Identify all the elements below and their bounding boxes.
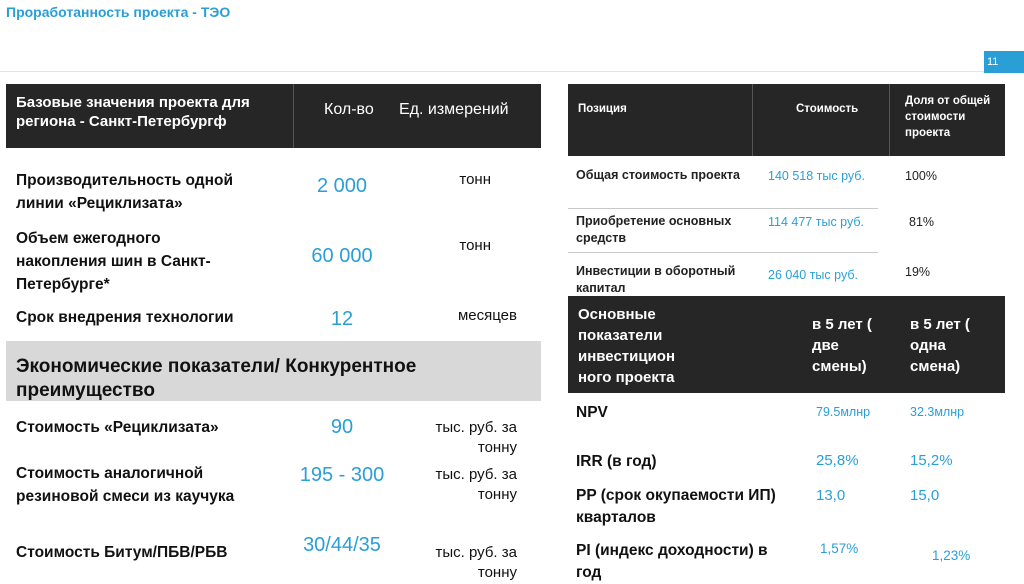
- investment-indicators-header: [568, 296, 1005, 393]
- right-header-position: Позиция: [578, 103, 627, 115]
- investment-header-one-shift: в 5 лет ( одна смена): [910, 316, 970, 375]
- econ-unit-bitumen-cost: тыс. руб. за тонну: [435, 544, 517, 581]
- cost-share-total: 100%: [905, 169, 937, 183]
- row-value-line-capacity: 2 000: [316, 175, 368, 197]
- left-header-quantity: Кол-во: [324, 101, 374, 118]
- left-header-base-values: Базовые значения проекта для региона - Санкт-Петербургф: [16, 94, 250, 130]
- row-unit-line-capacity: тонн: [459, 171, 491, 188]
- investment-header-label: Основные показатели инвестицион ного проекта: [578, 306, 676, 386]
- cost-share-working-capital: 19%: [905, 265, 931, 279]
- cost-value-total: 140 518 тыс руб.: [768, 169, 865, 183]
- investment-header-two-shifts: в 5 лет ( две смены): [812, 316, 872, 375]
- metric-payback-one-shift: 15,0: [910, 487, 940, 504]
- econ-unit-recyclate-cost: тыс. руб. за тонну: [435, 419, 517, 456]
- metric-label-irr: IRR (в год): [576, 453, 657, 470]
- metric-npv-two-shifts: 79.5млнр: [816, 405, 871, 419]
- page-number-badge: 11: [984, 51, 1024, 73]
- row-label-line-capacity: Производительность одной линии «Рециклизата»: [16, 172, 233, 212]
- header-divider: [752, 84, 753, 156]
- right-header-share: Доля от общей стоимости проекта: [905, 95, 991, 139]
- metric-label-npv: NPV: [576, 404, 608, 421]
- cost-share-fixed-assets: 81%: [909, 215, 935, 229]
- right-table-header: [568, 84, 1005, 156]
- row-label-implementation-time: Срок внедрения технологии: [16, 309, 234, 326]
- row-value-implementation-time: 12: [330, 308, 354, 330]
- metric-irr-one-shift: 15,2%: [910, 452, 953, 469]
- row-divider: [568, 252, 878, 253]
- row-divider: [568, 208, 878, 209]
- econ-label-bitumen-cost: Стоимость Битум/ПБВ/РБВ: [16, 544, 228, 561]
- metric-irr-two-shifts: 25,8%: [816, 452, 859, 469]
- cost-label-fixed-assets: Приобретение основных средств: [576, 214, 732, 245]
- econ-label-rubber-compound-cost: Стоимость аналогичной резиновой смеси из каучука: [16, 465, 235, 505]
- economic-section-title: Экономические показатели/ Конкурентное преимущество: [16, 356, 417, 401]
- metric-payback-two-shifts: 13,0: [816, 487, 846, 504]
- cost-value-fixed-assets: 114 477 тыс руб.: [768, 215, 864, 229]
- metric-pi-two-shifts: 1,57%: [820, 541, 859, 556]
- metric-label-pi: PI (индекс доходности) в год: [576, 542, 768, 581]
- metric-pi-one-shift: 1,23%: [932, 548, 971, 563]
- header-divider: [0, 71, 1024, 72]
- cost-value-working-capital: 26 040 тыс руб.: [768, 268, 858, 282]
- econ-value-rubber-compound-cost: 195 - 300: [299, 464, 385, 486]
- right-header-cost: Стоимость: [796, 103, 859, 115]
- economic-section-bar: [6, 341, 541, 401]
- metric-label-payback: PP (срок окупаемости ИП) кварталов: [576, 487, 776, 526]
- metric-npv-one-shift: 32.3млнр: [910, 405, 965, 419]
- row-label-tire-accumulation: Объем ежегодного накопления шин в Санкт-Петербурге*: [16, 230, 211, 293]
- row-value-tire-accumulation: 60 000: [311, 245, 373, 267]
- econ-unit-rubber-compound-cost: тыс. руб. за тонну: [435, 466, 517, 503]
- left-header-units: Ед. измерений: [399, 101, 509, 118]
- row-unit-implementation-time: месяцев: [457, 307, 517, 324]
- left-table-header: [6, 84, 541, 148]
- cost-label-total: Общая стоимость проекта: [576, 168, 740, 182]
- row-unit-tire-accumulation: тонн: [459, 237, 491, 254]
- slide-title: Проработанность проекта - ТЭО: [6, 4, 231, 20]
- header-divider: [889, 84, 890, 156]
- econ-value-bitumen-cost: 30/44/35: [303, 534, 381, 556]
- econ-label-recyclate-cost: Стоимость «Рециклизата»: [16, 419, 219, 436]
- econ-value-recyclate-cost: 90: [330, 416, 354, 438]
- cost-label-working-capital: Инвестиции в оборотный капитал: [576, 264, 736, 295]
- header-divider: [293, 84, 294, 148]
